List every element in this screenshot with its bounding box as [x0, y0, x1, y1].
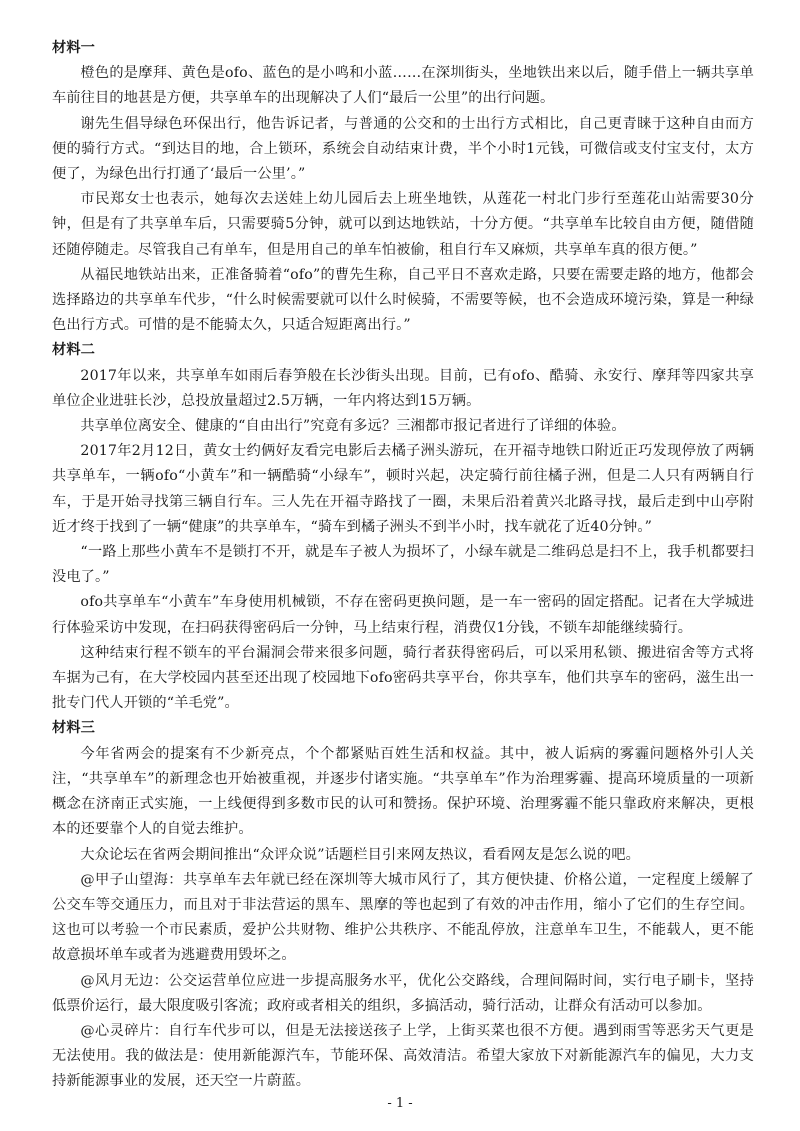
- paragraph: 共享单位离安全、健康的“自由出行”究竟有多远？三湘都市报记者进行了详细的体验。: [80, 418, 626, 435]
- paragraph: 今年省两会的提案有不少新亮点，个个都紧贴百姓生活和权益。其中，被人诟病的雾霾问题格外引人关注，“共享单车”的新理念也开始被重视，并逐步付诸实施。“共享单车”作为治理雾霾、提高环境质量的一项新概念在济南正式实施，一上线便得到多数市民的认可和赞扬。保护环境、治理雾霾不能只靠政府来解决，更根本的还要靠个人的自觉去维护。: [52, 745, 754, 838]
- paragraph: “一路上那些小黄车不是锁打不开，就是车子被人为损坏了，小绿车就是二维码总是扫不上，我手机都要扫没电了。”: [52, 544, 754, 586]
- section-material-3: [52, 716, 754, 1094]
- paragraph: @心灵碎片：自行车代步可以，但是无法接送孩子上学，上街买菜也很不方便。遇到雨雪等恶劣天气更是无法使用。我的做法是：使用新能源汽车，节能环保、高效清洁。希望大家放下对新能源汽车的偏见，大力支持新能源事业的发展，还天空一片蔚蓝。: [52, 1022, 754, 1090]
- paragraph: 这种结束行程不锁车的平台漏洞会带来很多问题，骑行者获得密码后，可以采用私锁、搬进宿舍等方式将车据为己有，在大学校园内甚至还出现了校园地下ofo密码共享平台，你共享车，他们共享车的密码，滋生出一批专门代人开锁的“羊毛党”。: [52, 644, 754, 712]
- section-heading: 材料二: [52, 342, 96, 359]
- paragraph: 从福民地铁站出来，正准备骑着“ofo”的曹先生称，自己平日不喜欢走路，只要在需要走路的地方，他都会选择路边的共享单车代步，“什么时候需要就可以什么时候骑，不需要等候，也不会造成环境污染，算是一种绿色出行方式。可惜的是不能骑太久，只适合短距离出行。”: [52, 266, 754, 334]
- paragraph: ofo共享单车“小黄车”车身使用机械锁，不存在密码更换问题，是一车一密码的固定搭配。记者在大学城进行体验采访中发现，在扫码获得密码后一分钟，马上结束行程，消费仅1分钱，不锁车却能继续骑行。: [52, 594, 754, 636]
- document-body: [52, 36, 754, 1095]
- paragraph: @甲子山望海：共享单车去年就已经在深圳等大城市风行了，其方便快捷、价格公道，一定程度上缓解了公交车等交通压力，而且对于非法营运的黑车、黑摩的等也起到了有效的冲击作用，缩小了它们的生存空间。这也可以考验一个市民素质，爱护公共财物、维护公共秩序、不能乱停放，注意单车卫生，不能载人，更不能故意损坏单车或者为逃避费用毁坏之。: [52, 871, 754, 964]
- paragraph: @风月无边：公交运营单位应进一步提高服务水平，优化公交路线，合理间隔时间，实行电子刷卡，坚持低票价运行，最大限度吸引客流；政府或者相关的组织，多搞活动，骑行活动，让群众有活动可以参加。: [52, 972, 754, 1014]
- page-number: - 1 -: [387, 1096, 413, 1111]
- paragraph: 市民郑女士也表示，她每次去送娃上幼儿园后去上班坐地铁，从莲花一村北门步行至莲花山站需要30分钟，但是有了共享单车后，只需要骑5分钟，就可以到达地铁站，十分方便。“共享单车比较自由方便，随借随还随停随走。尽管我自己有单车，但是用自己的单车怕被偷，租自行车又麻烦，共享单车真的很方便。”: [52, 191, 754, 258]
- paragraph: 橙色的是摩拜、黄色是ofo、蓝色的是小鸣和小蓝……在深圳街头，坐地铁出来以后，随手借上一辆共享单车前往目的地甚是方便，共享单车的出现解决了人们“最后一公里”的出行问题。: [52, 65, 754, 107]
- paragraph: 大众论坛在省两会期间推出“众评众说”话题栏目引来网友热议，看看网友是怎么说的吧。: [80, 846, 641, 863]
- section-material-1: [52, 36, 754, 338]
- section-material-2: [52, 338, 754, 716]
- section-heading: 材料三: [52, 720, 96, 737]
- paragraph: 2017年2月12日，黄女士约俩好友看完电影后去橘子洲头游玩，在开福寺地铁口附近正巧发现停放了两辆共享单车，一辆ofo“小黄车”和一辆酷骑“小绿车”，顿时兴起，决定骑行前往橘子洲，但是二人只有两辆自行车，于是开始寻找第三辆自行车。三人先在开福寺路找了一圈，未果后沿着黄兴北路寻找，最后走到中山亭附近才终于找到了一辆“健康”的共享单车，“骑车到橘子洲头不到半小时，找车就花了近40分钟。”: [52, 443, 754, 535]
- section-heading: 材料一: [52, 40, 96, 56]
- paragraph: 2017年以来，共享单车如雨后春笋般在长沙街头出现。目前，已有ofo、酷骑、永安行、摩拜等四家共享单位企业进驻长沙，总投放量超过2.5万辆，一年内将达到15万辆。: [52, 367, 754, 409]
- paragraph: 谢先生倡导绿色环保出行，他告诉记者，与普通的公交和的士出行方式相比，自己更青睐于这种自由而方便的骑行方式。“到达目的地，合上锁环，系统会自动结束计费，半个小时1元钱，可微信或支付宝支付，太方便了，为绿色出行打通了‘最后一公里’。”: [52, 115, 754, 183]
